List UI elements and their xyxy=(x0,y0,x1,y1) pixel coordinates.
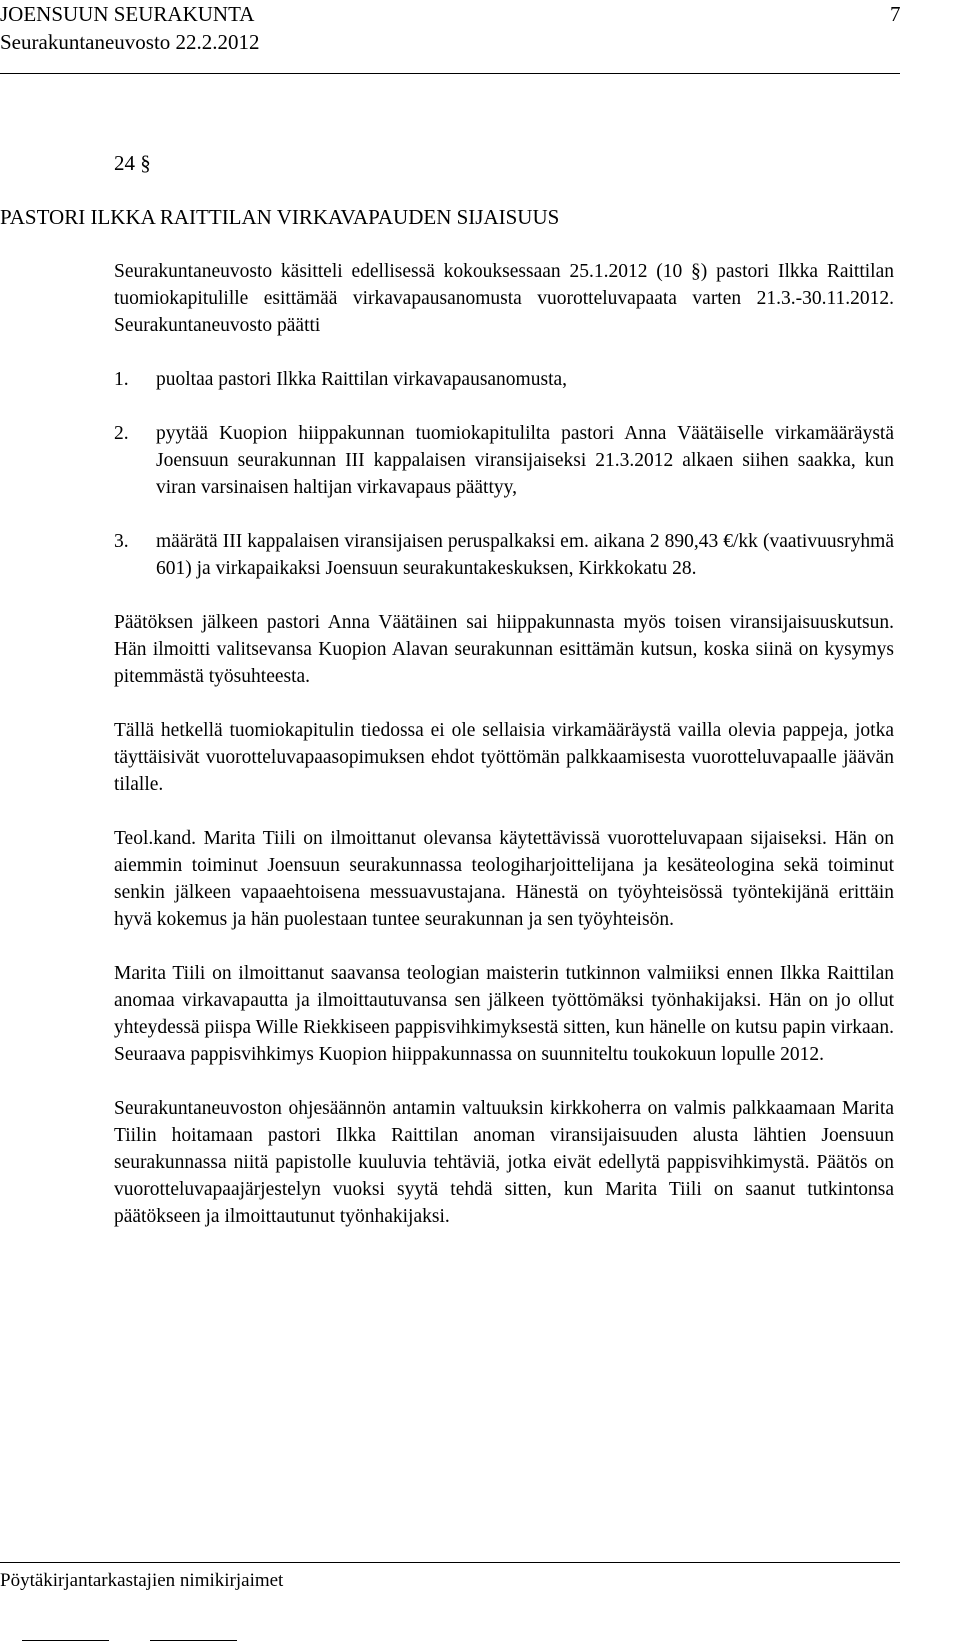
body-paragraph: Marita Tiili on ilmoittanut saavansa teologian maisterin tutkinnon valmiiksi ennen Ilkka Raittilan anomaa virkavapautta ja ilmoittautuvansa sen jälkeen työttömäksi työnhakijaksi. Hän on jo ollut yhteydessä piispa Wille Riekkiseen pappisvihkimyksestä sitten, kun hänelle on kutsu papin virkaan. Seuraava pappisvihkimys Kuopion hiippakunnassa on suunniteltu toukokuun lopulle 2012. xyxy=(114,963,894,1065)
initials-line xyxy=(22,1640,109,1641)
page-number: 7 xyxy=(890,2,901,26)
intro-paragraph: Seurakuntaneuvosto käsitteli edellisessä kokouksessaan 25.1.2012 (10 §) pastori Ilkka Raittilan tuomiokapitulille esittämää virkavapausanomusta vuorotteluvapaata varten 21.3.-30.11.2012. Seurakuntaneuvosto päätti xyxy=(114,261,894,336)
decision-text: puoltaa pastori Ilkka Raittilan virkavapausanomusta, xyxy=(156,369,568,390)
decision-number: 3. xyxy=(114,531,129,552)
meeting-date: Seurakuntaneuvosto 22.2.2012 xyxy=(0,30,260,54)
initials-line xyxy=(150,1640,237,1641)
decision-text: pyytää Kuopion hiippakunnan tuomiokapitulilta pastori Anna Väätäiselle virkamääräystä Joensuun seurakunnan III kappalaisen viransijaiseksi 21.3.2012 alkaen siihen saakka, kun viran varsinaisen haltijan virkavapaus päättyy, xyxy=(156,423,894,498)
decision-item xyxy=(114,528,894,582)
body-paragraph: Teol.kand. Marita Tiili on ilmoittanut olevansa käytettävissä vuorotteluvapaan sijaiseksi. Hän on aiemmin toiminut Joensuun seurakunnassa teologiharjoittelijana ja kesäteologina sekä toiminut senkin jälkeen vapaaehtoisena messuavustajana. Hänestä on työyhteisössä työntekijänä erittäin hyvä kokemus ja hän puolestaan tuntee seurakunnan ja sen työyhteisön. xyxy=(114,828,894,930)
section-title: PASTORI ILKKA RAITTILAN VIRKAVAPAUDEN SIJAISUUS xyxy=(0,205,560,229)
decision-number: 2. xyxy=(114,423,129,444)
decision-number: 1. xyxy=(114,369,129,390)
footer-divider xyxy=(0,1562,900,1563)
decision-item xyxy=(114,420,894,501)
initials-label: Pöytäkirjantarkastajien nimikirjaimet xyxy=(0,1570,284,1591)
body-paragraph: Tällä hetkellä tuomiokapitulin tiedossa ei ole sellaisia virkamääräystä vailla olevia pappeja, jotka täyttäisivät vuorotteluvapaasopimuksen ehdot työttömän palkkaamisesta vuorotteluvapaalle jäävän tilalle. xyxy=(114,720,894,795)
body-paragraph: Seurakuntaneuvoston ohjesäännön antamin valtuuksin kirkkoherra on valmis palkkaamaan Marita Tiilin hoitamaan pastori Ilkka Raittilan anoman viransijaisuuden alusta lähtien Joensuun seurakunnassa niitä papistolle kuuluvia tehtäviä, jotka eivät edellytä pappisvihkimystä. Päätös on vuorotteluvapaajärjestelyn vuoksi syytä tehdä sitten, kun Marita Tiili on saanut tutkintonsa päätökseen ja ilmoittautunut työnhakijaksi. xyxy=(114,1098,894,1227)
organization-name: JOENSUUN SEURAKUNTA xyxy=(0,2,255,26)
decision-item xyxy=(114,366,894,393)
decision-text: määrätä III kappalaisen viransijaisen peruspalkaksi em. aikana 2 890,43 €/kk (vaativuusryhmä 601) ja virkapaikaksi Joensuun seurakuntakeskuksen, Kirkkokatu 28. xyxy=(156,531,894,579)
body-paragraph: Päätöksen jälkeen pastori Anna Väätäinen sai hiippakunnasta myös toisen viransijaisuuskutsun. Hän ilmoitti valitsevansa Kuopion Alavan seurakunnan esittämän kutsun, koska siinä on kysymys pitemmästä työsuhteesta. xyxy=(114,612,894,687)
document-body xyxy=(114,258,894,1257)
section-number: 24 § xyxy=(114,151,151,175)
header-divider xyxy=(0,73,900,74)
